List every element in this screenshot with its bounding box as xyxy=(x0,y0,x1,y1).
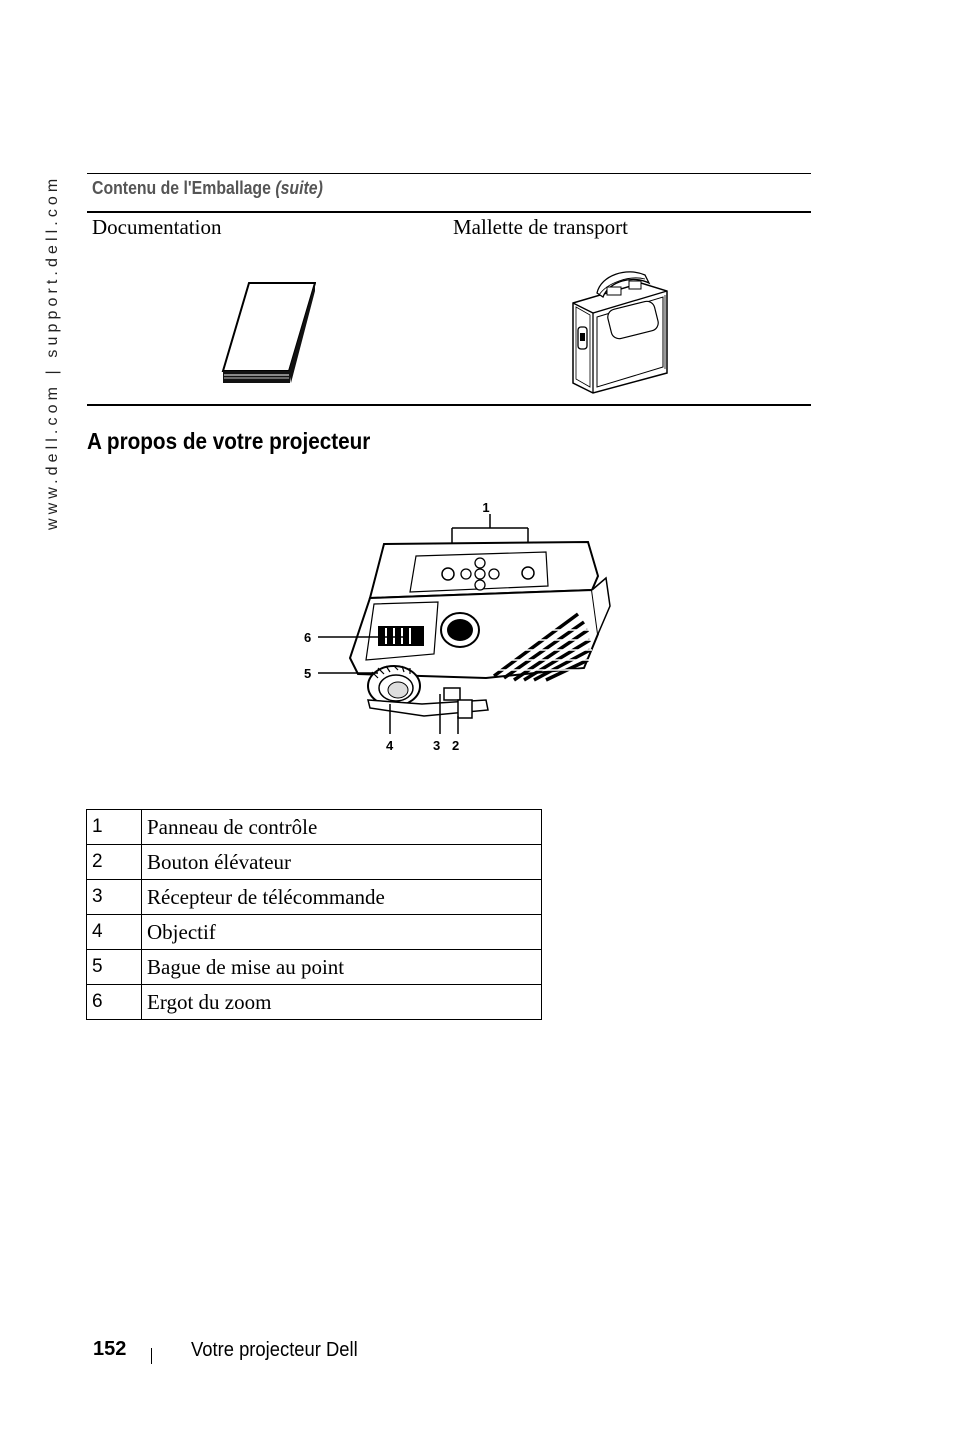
table-top-rule xyxy=(87,173,811,174)
side-url: www.dell.com | support.dell.com xyxy=(44,174,61,530)
carrying-case-image xyxy=(569,265,671,397)
part-number: 3 xyxy=(87,880,142,915)
part-number: 2 xyxy=(87,845,142,880)
footer-separator xyxy=(151,1348,152,1364)
part-label: Panneau de contrôle xyxy=(142,810,542,845)
part-number: 1 xyxy=(87,810,142,845)
table-header-rule xyxy=(87,211,811,213)
callout-3: 3 xyxy=(433,738,441,753)
callout-6: 6 xyxy=(304,630,312,645)
table-row xyxy=(87,845,542,880)
parts-table xyxy=(86,809,542,1020)
part-number: 6 xyxy=(87,985,142,1020)
callout-4: 4 xyxy=(386,738,394,753)
table-row xyxy=(87,880,542,915)
part-label: Objectif xyxy=(142,915,542,950)
projector-diagram xyxy=(298,494,612,760)
part-label: Bouton élévateur xyxy=(142,845,542,880)
documentation-image xyxy=(220,281,316,385)
table-row xyxy=(87,810,542,845)
page-footer xyxy=(0,1338,954,1368)
footer-title: Votre projecteur Dell xyxy=(191,1339,358,1361)
table-row xyxy=(87,950,542,985)
callout-2: 2 xyxy=(452,738,460,753)
table-bottom-rule xyxy=(87,404,811,406)
documentation-label: Documentation xyxy=(92,215,222,239)
table-caption xyxy=(92,178,323,199)
part-label: Ergot du zoom xyxy=(142,985,542,1020)
caption-text: Contenu de l'Emballage xyxy=(92,178,271,198)
page-number: 152 xyxy=(93,1338,127,1360)
part-number: 5 xyxy=(87,950,142,985)
part-number: 4 xyxy=(87,915,142,950)
part-label: Bague de mise au point xyxy=(142,950,542,985)
caption-suffix: (suite) xyxy=(275,178,323,198)
table-row xyxy=(87,915,542,950)
table-row xyxy=(87,985,542,1020)
section-heading: A propos de votre projecteur xyxy=(87,428,371,454)
part-label: Récepteur de télécommande xyxy=(142,880,542,915)
callout-1: 1 xyxy=(482,500,490,515)
carrying-case-label: Mallette de transport xyxy=(453,215,628,239)
callout-5: 5 xyxy=(304,666,312,681)
